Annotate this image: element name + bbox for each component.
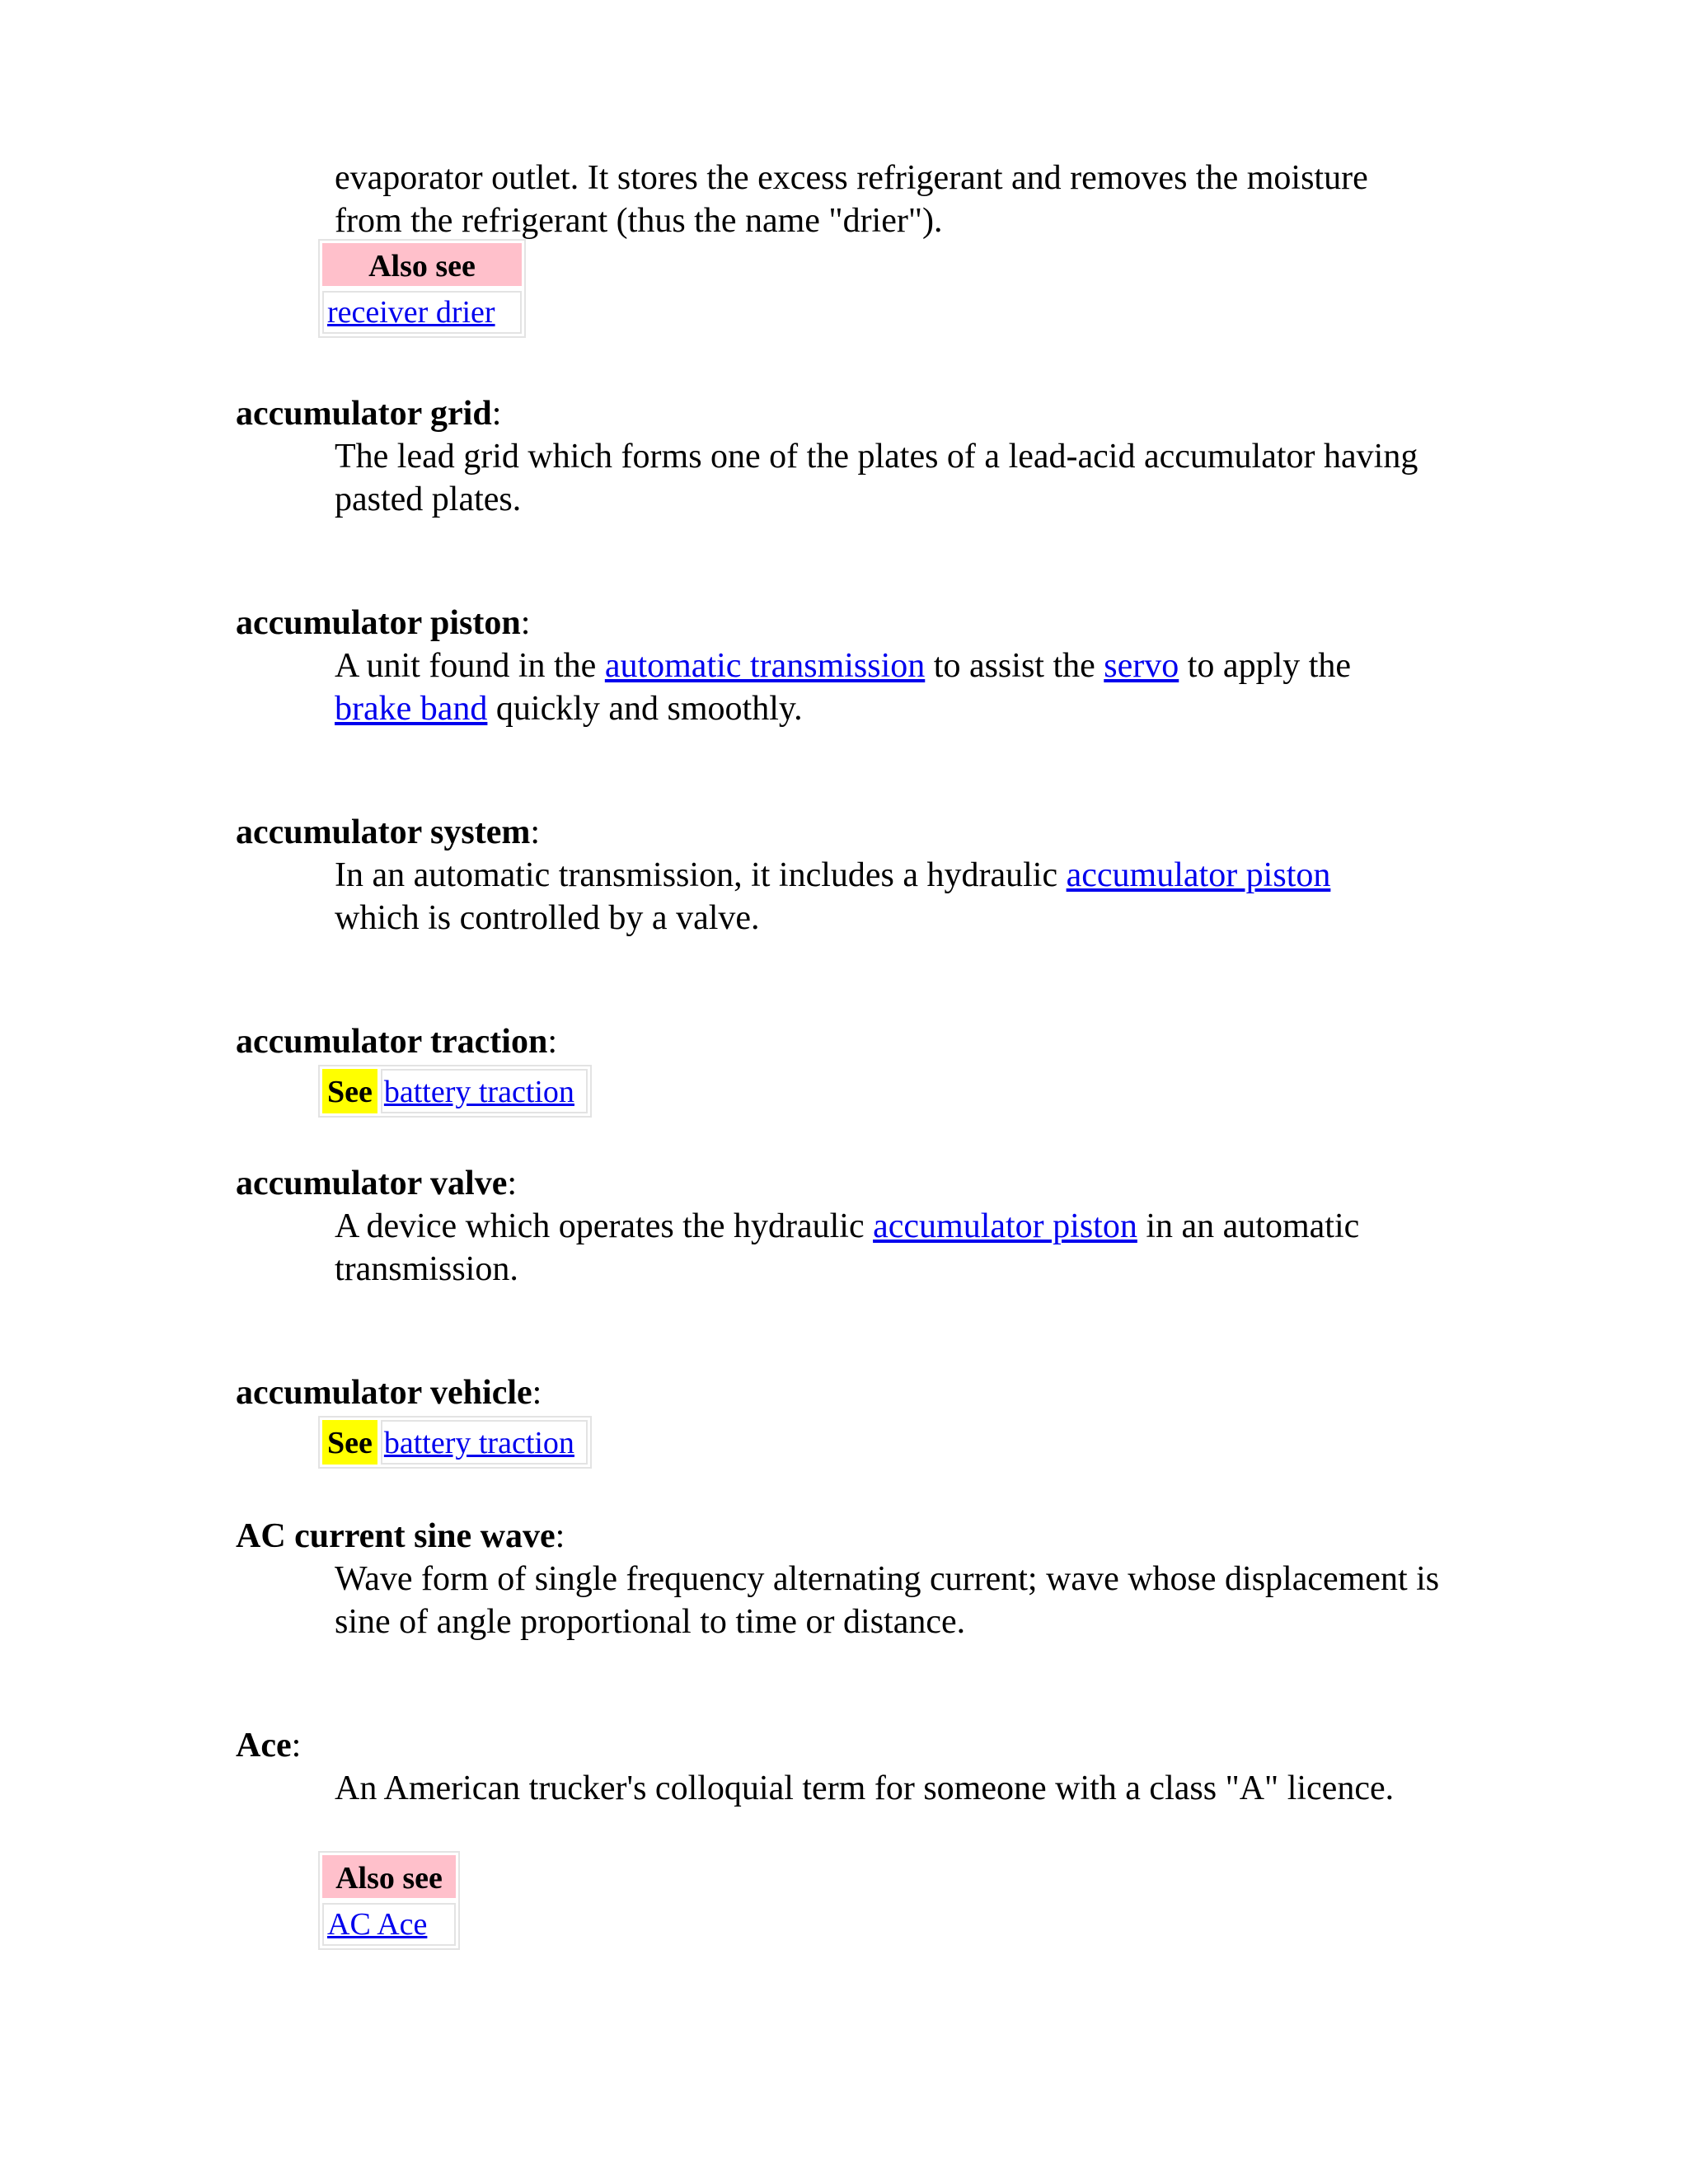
term-accumulator-traction [236,1020,557,1063]
see-box [318,1416,592,1469]
definition-text: A device which operates the hydraulic [335,1207,874,1245]
term-title: accumulator system [236,813,531,851]
link-servo[interactable]: servo [1104,647,1179,685]
definition-ace: An American trucker's colloquial term for someone with a class "A" licence. [335,1769,1395,1807]
term-ace [236,1724,301,1767]
definition-text: A unit found in the [335,647,605,685]
link-automatic-transmission[interactable]: automatic transmission [604,647,926,685]
term-colon: : [547,1023,557,1061]
definition-continuation [335,157,1472,242]
term-colon: : [291,1727,302,1765]
also-see-box [318,239,526,338]
term-accumulator-system [236,811,540,854]
see-row [322,1069,588,1113]
term-accumulator-vehicle [236,1371,542,1414]
link-battery-traction[interactable]: battery traction [383,1075,574,1109]
also-see-box [318,1851,460,1950]
also-see-cell [322,1903,456,1946]
see-row [322,1420,588,1465]
link-receiver-drier[interactable]: receiver drier [327,295,495,330]
definition-text: quickly and smoothly. [487,690,803,728]
term-colon: : [520,604,531,642]
term-colon: : [491,395,502,433]
definition-text: In an automatic transmission, it includes a hydraulic [335,856,1067,894]
definition-line: from the refrigerant (thus the name "drier"). [335,202,943,240]
term-ac-current-sine-wave [236,1515,565,1558]
see-label: See [322,1069,377,1113]
also-see-heading: Also see [322,243,522,286]
definition-accumulator-piston [335,644,1472,730]
see-box [318,1065,592,1118]
definition-text: to assist the [925,647,1104,685]
link-ac-ace[interactable]: AC Ace [327,1907,428,1942]
see-link-cell [381,1420,588,1465]
definition-text: to apply the [1179,647,1352,685]
link-accumulator-piston[interactable]: accumulator piston [1066,856,1331,894]
definition-text: which is controlled by a valve. [335,899,760,937]
term-title: accumulator valve [236,1165,508,1202]
definition-text: in an automatic transmission. [335,1207,1360,1288]
term-title: accumulator grid [236,395,492,433]
also-see-heading: Also see [322,1855,456,1898]
link-battery-traction[interactable]: battery traction [383,1426,574,1460]
term-accumulator-valve [236,1162,517,1205]
link-accumulator-piston[interactable]: accumulator piston [873,1207,1137,1245]
term-colon: : [507,1165,518,1202]
link-brake-band[interactable]: brake band [335,690,488,728]
term-title: accumulator vehicle [236,1374,532,1412]
term-colon: : [555,1517,565,1555]
also-see-cell [322,291,522,334]
definition-accumulator-system [335,854,1472,940]
term-title: AC current sine wave [236,1517,556,1555]
term-accumulator-grid [236,392,501,435]
definition-accumulator-valve [335,1205,1472,1291]
term-title: accumulator traction [236,1023,548,1061]
see-label: See [322,1420,377,1465]
definition-line: evaporator outlet. It stores the excess refrigerant and removes the moisture [335,159,1368,197]
definition-ac-current-sine-wave: Wave form of single frequency alternating current; wave whose displacement is sine of angle proportional to time or distance. [335,1560,1440,1641]
term-accumulator-piston [236,602,530,644]
definition-accumulator-grid: The lead grid which forms one of the plates of a lead-acid accumulator having pasted plates. [335,438,1418,518]
term-colon: : [530,813,540,851]
see-link-cell [381,1069,588,1113]
term-title: Ace [236,1727,292,1765]
term-colon: : [532,1374,542,1412]
term-title: accumulator piston [236,604,521,642]
